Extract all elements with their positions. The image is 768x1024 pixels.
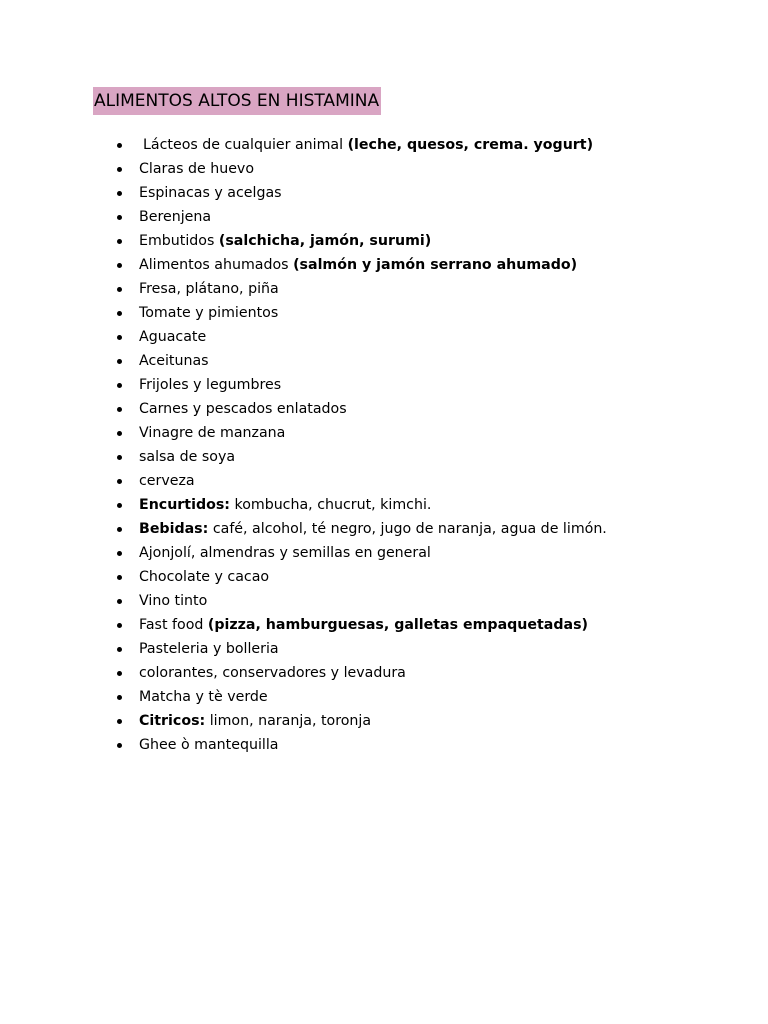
bullet-icon [117,335,122,340]
item-text: colorantes, conservadores y levadura [139,665,406,681]
bullet-icon [117,143,122,148]
list-item [112,638,732,662]
list-item [112,662,732,686]
item-text: Ajonjolí, almendras y semillas en general [139,545,431,561]
list-item [112,686,732,710]
item-text: Matcha y tè verde [139,689,268,705]
item-text: café, alcohol, té negro, jugo de naranja, agua de limón. [208,521,607,537]
bullet-icon [117,263,122,268]
list-item [112,398,732,422]
bullet-icon [117,695,122,700]
food-list [112,134,732,758]
item-text: Lácteos de cualquier animal [143,137,348,153]
list-item [112,614,732,638]
item-text: Embutidos [139,233,219,249]
list-item [112,278,732,302]
item-text: limon, naranja, toronja [205,713,372,729]
bullet-icon [117,455,122,460]
title-container [93,87,381,115]
bullet-icon [117,647,122,652]
item-bold-suffix: (salmón y jamón serrano ahumado) [293,257,578,273]
list-item [112,470,732,494]
bullet-icon [117,743,122,748]
bullet-icon [117,287,122,292]
bullet-icon [117,575,122,580]
bullet-icon [117,623,122,628]
list-item [112,542,732,566]
bullet-icon [117,191,122,196]
item-text: Claras de huevo [139,161,255,177]
bullet-icon [117,383,122,388]
item-text: Tomate y pimientos [139,305,279,321]
list-item [112,350,732,374]
item-text: Frijoles y legumbres [139,377,282,393]
item-bold-suffix: (salchicha, jamón, surumi) [218,233,432,249]
list-item [112,206,732,230]
bullet-icon [117,215,122,220]
bullet-icon [117,431,122,436]
bullet-icon [117,311,122,316]
item-text: Aceitunas [139,353,209,369]
item-text: Fresa, plátano, piña [139,281,279,297]
item-text: kombucha, chucrut, kimchi. [229,497,432,513]
bullet-icon [117,527,122,532]
item-text: Chocolate y cacao [139,569,270,585]
item-text: salsa de soya [139,449,236,465]
list-item [112,590,732,614]
item-text: Carnes y pescados enlatados [139,401,347,417]
list-item [112,302,732,326]
bullet-icon [117,719,122,724]
bullet-icon [117,671,122,676]
bullet-icon [117,503,122,508]
list-item [112,230,732,254]
item-bold-suffix: (pizza, hamburguesas, galletas empaquetadas) [207,617,589,633]
list-item [112,374,732,398]
list-item [112,710,732,734]
item-bold-prefix: Bebidas: [139,521,209,537]
item-text: Vino tinto [139,593,208,609]
document-title: ALIMENTOS ALTOS EN HISTAMINA [93,87,381,115]
list-item [112,182,732,206]
list-item [112,254,732,278]
list-item [112,422,732,446]
list-item [112,158,732,182]
item-bold-prefix: Encurtidos: [139,497,230,513]
bullet-icon [117,407,122,412]
list-item [112,494,732,518]
list-item [112,326,732,350]
item-text: Espinacas y acelgas [139,185,282,201]
list-item [112,446,732,470]
bullet-icon [117,479,122,484]
item-text: Pasteleria y bolleria [139,641,279,657]
list-item [112,134,732,158]
bullet-icon [117,551,122,556]
item-bold-prefix: Citricos: [139,713,206,729]
item-text: Ghee ò mantequilla [139,737,279,753]
bullet-icon [117,167,122,172]
list-item [112,566,732,590]
list-item [112,518,732,542]
item-text: Alimentos ahumados [139,257,294,273]
bullet-icon [117,599,122,604]
item-text: Fast food [139,617,208,633]
item-text: Aguacate [139,329,207,345]
item-text: cerveza [139,473,195,489]
item-text: Berenjena [139,209,212,225]
item-bold-suffix: (leche, quesos, crema. yogurt) [347,137,594,153]
item-text: Vinagre de manzana [139,425,286,441]
list-item [112,734,732,758]
bullet-icon [117,239,122,244]
bullet-icon [117,359,122,364]
